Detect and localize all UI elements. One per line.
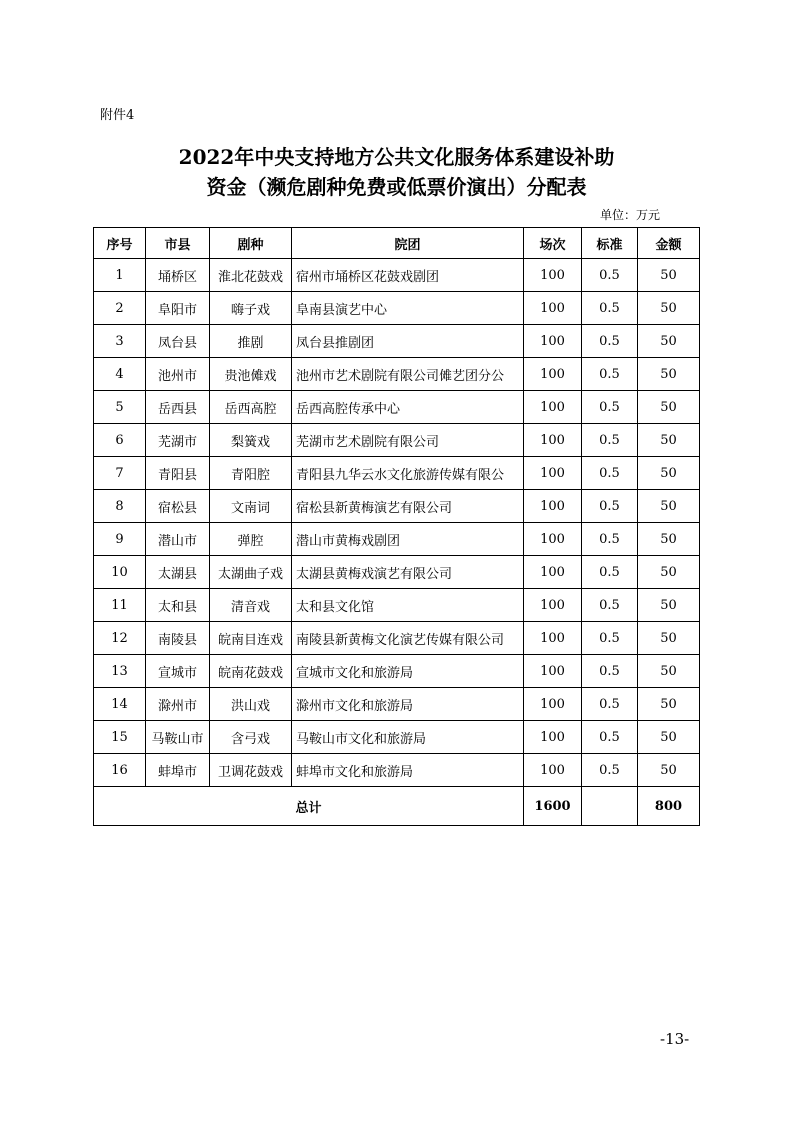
cell-troupe: 南陵县新黄梅文化演艺传媒有限公司 [292, 622, 524, 655]
cell-sessions: 100 [524, 655, 582, 688]
cell-troupe: 凤台县推剧团 [292, 325, 524, 358]
cell-index: 13 [94, 655, 146, 688]
table-row [94, 688, 700, 721]
cell-city: 埇桥区 [146, 259, 210, 292]
cell-sessions: 100 [524, 259, 582, 292]
cell-city: 南陵县 [146, 622, 210, 655]
cell-opera-type: 卫调花鼓戏 [210, 754, 292, 787]
cell-index: 7 [94, 457, 146, 490]
cell-city: 宣城市 [146, 655, 210, 688]
document-title-line-2: 资金（濒危剧种免费或低票价演出）分配表 [206, 175, 587, 199]
cell-sessions: 100 [524, 688, 582, 721]
total-amount: 800 [638, 787, 700, 826]
table-row [94, 754, 700, 787]
cell-opera-type: 青阳腔 [210, 457, 292, 490]
cell-city: 池州市 [146, 358, 210, 391]
cell-index: 1 [94, 259, 146, 292]
cell-sessions: 100 [524, 292, 582, 325]
cell-standard: 0.5 [582, 589, 638, 622]
header-amount: 金额 [638, 228, 700, 259]
cell-amount: 50 [638, 721, 700, 754]
cell-amount: 50 [638, 754, 700, 787]
table-row [94, 358, 700, 391]
cell-index: 8 [94, 490, 146, 523]
cell-troupe: 太和县文化馆 [292, 589, 524, 622]
cell-city: 太和县 [146, 589, 210, 622]
allocation-table [93, 227, 700, 826]
cell-opera-type: 岳西高腔 [210, 391, 292, 424]
header-standard: 标准 [582, 228, 638, 259]
cell-index: 9 [94, 523, 146, 556]
cell-sessions: 100 [524, 556, 582, 589]
cell-troupe: 宣城市文化和旅游局 [292, 655, 524, 688]
cell-standard: 0.5 [582, 259, 638, 292]
cell-opera-type: 洪山戏 [210, 688, 292, 721]
cell-index: 5 [94, 391, 146, 424]
cell-standard: 0.5 [582, 721, 638, 754]
cell-city: 岳西县 [146, 391, 210, 424]
cell-standard: 0.5 [582, 556, 638, 589]
cell-city: 青阳县 [146, 457, 210, 490]
cell-amount: 50 [638, 325, 700, 358]
cell-sessions: 100 [524, 490, 582, 523]
cell-opera-type: 贵池傩戏 [210, 358, 292, 391]
cell-sessions: 100 [524, 424, 582, 457]
attachment-label: 附件4 [100, 108, 135, 123]
cell-troupe: 马鞍山市文化和旅游局 [292, 721, 524, 754]
total-label: 总计 [94, 787, 524, 826]
cell-amount: 50 [638, 391, 700, 424]
cell-index: 11 [94, 589, 146, 622]
header-city: 市县 [146, 228, 210, 259]
cell-city: 宿松县 [146, 490, 210, 523]
cell-amount: 50 [638, 688, 700, 721]
cell-troupe: 潜山市黄梅戏剧团 [292, 523, 524, 556]
cell-index: 4 [94, 358, 146, 391]
cell-opera-type: 皖南目连戏 [210, 622, 292, 655]
cell-amount: 50 [638, 556, 700, 589]
document-title-line-1: 2022年中央支持地方公共文化服务体系建设补助 [178, 145, 615, 169]
total-standard [582, 787, 638, 826]
cell-amount: 50 [638, 457, 700, 490]
cell-index: 15 [94, 721, 146, 754]
cell-troupe: 岳西高腔传承中心 [292, 391, 524, 424]
cell-troupe: 蚌埠市文化和旅游局 [292, 754, 524, 787]
cell-amount: 50 [638, 358, 700, 391]
cell-sessions: 100 [524, 754, 582, 787]
cell-standard: 0.5 [582, 655, 638, 688]
cell-troupe: 宿松县新黄梅演艺有限公司 [292, 490, 524, 523]
cell-index: 2 [94, 292, 146, 325]
table-row [94, 655, 700, 688]
cell-sessions: 100 [524, 523, 582, 556]
cell-standard: 0.5 [582, 523, 638, 556]
cell-opera-type: 文南词 [210, 490, 292, 523]
cell-opera-type: 弹腔 [210, 523, 292, 556]
cell-sessions: 100 [524, 721, 582, 754]
cell-standard: 0.5 [582, 457, 638, 490]
cell-index: 16 [94, 754, 146, 787]
cell-opera-type: 梨簧戏 [210, 424, 292, 457]
cell-index: 14 [94, 688, 146, 721]
table-row [94, 589, 700, 622]
table-row [94, 292, 700, 325]
cell-opera-type: 推剧 [210, 325, 292, 358]
header-index: 序号 [94, 228, 146, 259]
cell-amount: 50 [638, 622, 700, 655]
cell-opera-type: 含弓戏 [210, 721, 292, 754]
cell-standard: 0.5 [582, 424, 638, 457]
total-row [94, 787, 700, 826]
cell-city: 太湖县 [146, 556, 210, 589]
table-row [94, 424, 700, 457]
cell-amount: 50 [638, 259, 700, 292]
table-row [94, 721, 700, 754]
cell-index: 10 [94, 556, 146, 589]
cell-index: 6 [94, 424, 146, 457]
cell-amount: 50 [638, 490, 700, 523]
cell-opera-type: 嗨子戏 [210, 292, 292, 325]
cell-standard: 0.5 [582, 688, 638, 721]
table-row [94, 556, 700, 589]
cell-city: 潜山市 [146, 523, 210, 556]
table-row [94, 523, 700, 556]
cell-opera-type: 淮北花鼓戏 [210, 259, 292, 292]
cell-standard: 0.5 [582, 754, 638, 787]
cell-troupe: 太湖县黄梅戏演艺有限公司 [292, 556, 524, 589]
table-row [94, 490, 700, 523]
cell-sessions: 100 [524, 589, 582, 622]
table-header-row [94, 228, 700, 259]
cell-sessions: 100 [524, 622, 582, 655]
cell-standard: 0.5 [582, 391, 638, 424]
cell-standard: 0.5 [582, 358, 638, 391]
page-number: -13- [660, 1030, 690, 1048]
cell-amount: 50 [638, 292, 700, 325]
cell-standard: 0.5 [582, 622, 638, 655]
cell-city: 芜湖市 [146, 424, 210, 457]
cell-troupe: 芜湖市艺术剧院有限公司 [292, 424, 524, 457]
cell-city: 马鞍山市 [146, 721, 210, 754]
cell-index: 3 [94, 325, 146, 358]
cell-sessions: 100 [524, 325, 582, 358]
cell-opera-type: 太湖曲子戏 [210, 556, 292, 589]
cell-sessions: 100 [524, 391, 582, 424]
cell-troupe: 池州市艺术剧院有限公司傩艺团分公 [292, 358, 524, 391]
unit-label: 单位：万元 [600, 208, 661, 222]
header-sessions: 场次 [524, 228, 582, 259]
cell-amount: 50 [638, 523, 700, 556]
header-troupe: 院团 [292, 228, 524, 259]
cell-city: 阜阳市 [146, 292, 210, 325]
cell-amount: 50 [638, 589, 700, 622]
cell-amount: 50 [638, 655, 700, 688]
total-sessions: 1600 [524, 787, 582, 826]
cell-standard: 0.5 [582, 325, 638, 358]
cell-standard: 0.5 [582, 490, 638, 523]
cell-city: 滁州市 [146, 688, 210, 721]
cell-opera-type: 皖南花鼓戏 [210, 655, 292, 688]
cell-troupe: 滁州市文化和旅游局 [292, 688, 524, 721]
cell-index: 12 [94, 622, 146, 655]
cell-amount: 50 [638, 424, 700, 457]
cell-sessions: 100 [524, 358, 582, 391]
cell-sessions: 100 [524, 457, 582, 490]
cell-opera-type: 清音戏 [210, 589, 292, 622]
cell-city: 凤台县 [146, 325, 210, 358]
table-row [94, 259, 700, 292]
table-row [94, 457, 700, 490]
table-row [94, 622, 700, 655]
table-row [94, 325, 700, 358]
cell-troupe: 宿州市埇桥区花鼓戏剧团 [292, 259, 524, 292]
cell-troupe: 青阳县九华云水文化旅游传媒有限公 [292, 457, 524, 490]
cell-standard: 0.5 [582, 292, 638, 325]
cell-troupe: 阜南县演艺中心 [292, 292, 524, 325]
table-row [94, 391, 700, 424]
cell-city: 蚌埠市 [146, 754, 210, 787]
header-opera-type: 剧种 [210, 228, 292, 259]
